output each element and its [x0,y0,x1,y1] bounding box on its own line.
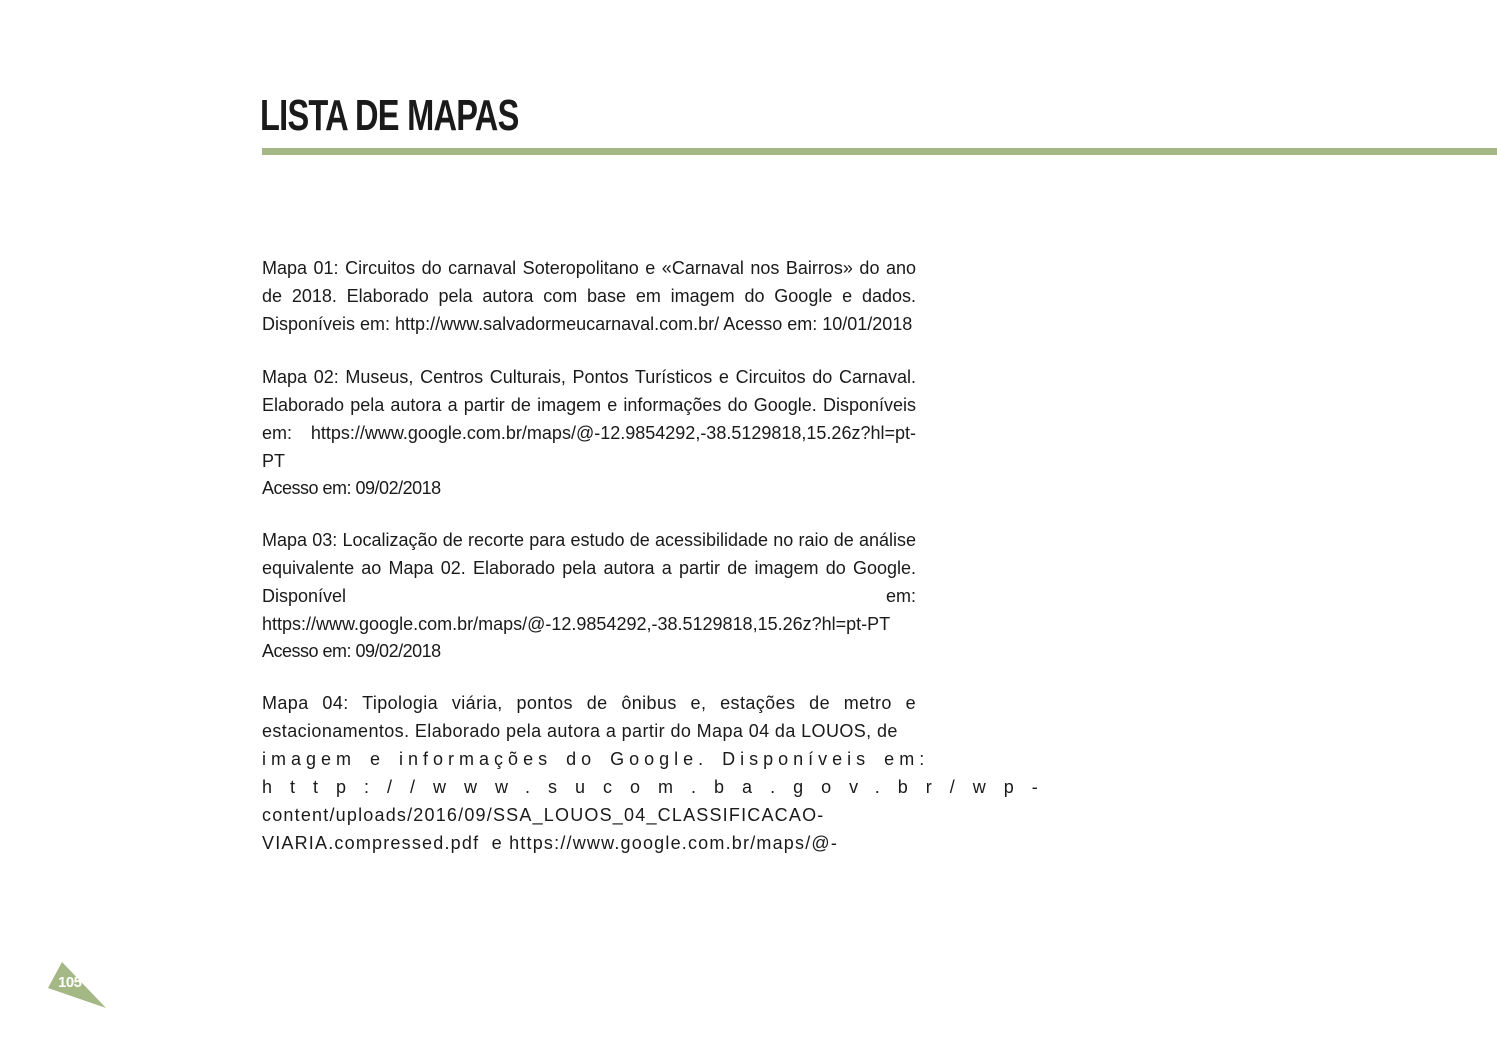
list-item [262,526,916,664]
page-number: 105 [58,974,82,991]
page-title: LISTA DE MAPAS [260,91,519,140]
entry-text: Mapa 02: Museus, Centros Culturais, Pontos Turísticos e Circuitos do Carnaval. Elaborado pela autora a partir de imagem e informações do Google. Disponíveis em: https://www.google.com.br/maps/@-12.9854292,-38.5129818,15.26z?hl=pt-PT [262,367,916,471]
list-item [262,254,916,338]
entry-access-date: Acesso em: 09/02/2018 [262,641,441,661]
entry-text: Mapa 01: Circuitos do carnaval Soteropolitano e «Carnaval nos Bairros» do ano de 2018. Elaborado pela autora com base em imagem do Google e dados. Disponíveis em: http://www.salvadormeucarnaval.com.br/ Acesso em: 10/01/2018 [262,258,916,334]
entry-url-line: http://www.sucom.ba.gov.br/wp- [262,777,1056,797]
map-list [262,254,1056,882]
page-number-badge [48,958,108,1010]
entry-access-date: Acesso em: 09/02/2018 [262,478,441,498]
entry-text: Mapa 04: Tipologia viária, pontos de ônibus e, estações de metro e estacionamentos. Elaborado pela autora a partir do Mapa 04 da LOUOS, de [262,693,916,741]
entry-url-line: content/uploads/2016/09/SSA_LOUOS_04_CLASSIFICACAO- [262,805,825,825]
entry-url-line: VIARIA.compressed.pdf e https://www.google.com.br/maps/@- [262,833,839,853]
entry-text-line: imagem e informações do Google. Disponíveis em: [262,749,930,769]
list-item [262,689,1056,857]
list-item [262,363,916,501]
title-divider [262,148,1497,155]
entry-text: Mapa 03: Localização de recorte para estudo de acessibilidade no raio de análise equivalente ao Mapa 02. Elaborado pela autora a partir de imagem do Google. Disponível em: https://www.google.com.br/maps/@-12.9854292,-38.5129818,15.26z?hl=pt-PT [262,530,916,634]
